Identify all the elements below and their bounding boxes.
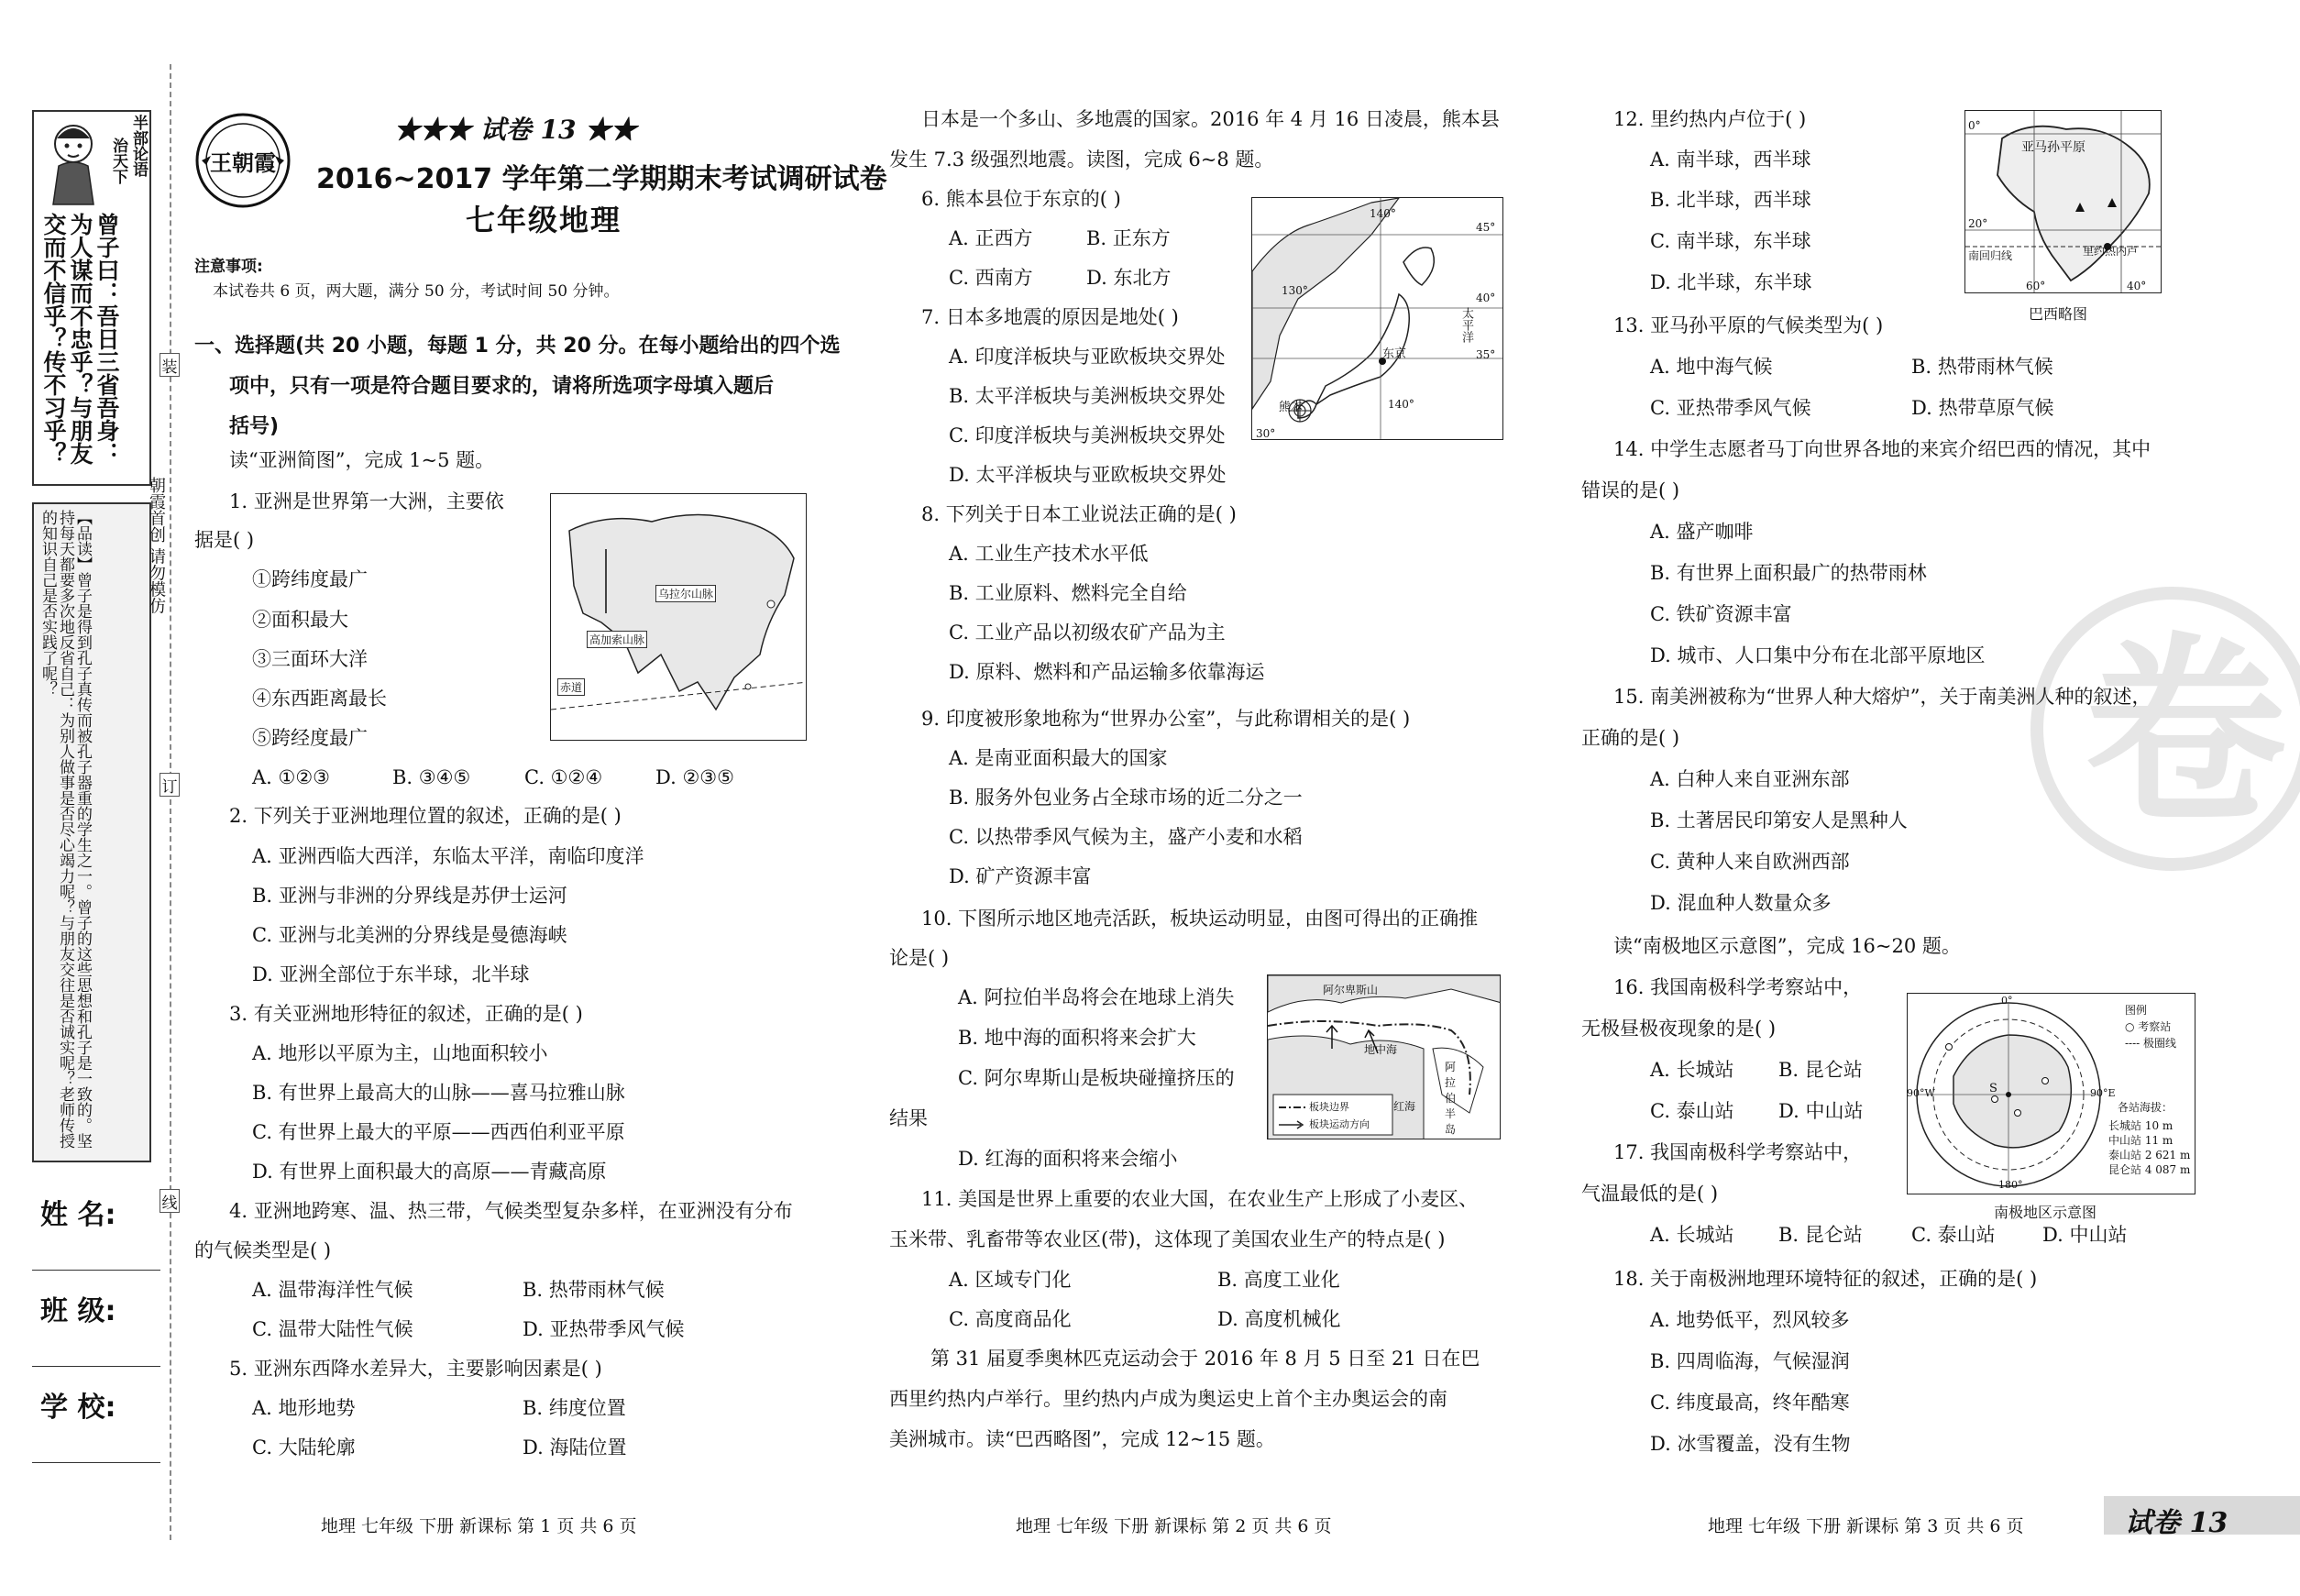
q4-option-c[interactable]: C. 温带大陆性气候	[252, 1318, 413, 1340]
q6-option-a[interactable]: A. 正西方	[949, 227, 1033, 249]
q7-option-a[interactable]: A. 印度洋板块与亚欧板块交界处	[949, 346, 1226, 368]
q9-option-d[interactable]: D. 矿产资源丰富	[949, 865, 1092, 887]
q13-option-d[interactable]: D. 热带草原气候	[1911, 397, 2054, 419]
antarctic-caption: 南极地区示意图	[1994, 1204, 2097, 1221]
q8-option-c[interactable]: C. 工业产品以初级农矿产品为主	[949, 622, 1226, 644]
q14-line2: 错误的是( )	[1581, 479, 1680, 501]
q5-option-b[interactable]: B. 纬度位置	[523, 1397, 626, 1419]
q18-option-a[interactable]: A. 地势低平，烈风较多	[1650, 1309, 1850, 1331]
q3-option-b[interactable]: B. 有世界上最高大的山脉——喜马拉雅山脉	[252, 1082, 625, 1104]
seal-char-2: 订	[160, 773, 180, 797]
antarctic-label-0: 0°	[2001, 995, 2013, 1007]
q15-option-b[interactable]: B. 土著居民印第安人是黑种人	[1650, 809, 1908, 831]
q8-option-d[interactable]: D. 原料、燃料和产品运输多依靠海运	[949, 661, 1265, 683]
q12: 12. 里约热内卢位于( )	[1613, 108, 1807, 130]
plate-legend-boundary: 板块边界	[1309, 1101, 1349, 1113]
q1-line2: 据是( )	[194, 529, 255, 551]
q18: 18. 关于南极洲地理环境特征的叙述，正确的是( )	[1613, 1268, 2038, 1290]
q5: 5. 亚洲东西降水差异大，主要影响因素是( )	[229, 1358, 602, 1380]
q16-option-a[interactable]: A. 长城站	[1650, 1059, 1734, 1081]
q11-option-c[interactable]: C. 高度商品化	[949, 1308, 1072, 1330]
antarctic-altitude-2: 中山站 11 m	[2108, 1134, 2173, 1147]
exam-subtitle: 七年级地理	[466, 203, 622, 237]
q1-option-b[interactable]: B. ③④⑤	[392, 766, 471, 788]
q16-line2: 无极昼极夜现象的是( )	[1581, 1018, 1777, 1040]
q17-option-a[interactable]: A. 长城站	[1650, 1224, 1734, 1246]
asia-label-equator: 赤道	[557, 678, 585, 696]
plate-legend-direction: 板块运动方向	[1309, 1118, 1370, 1130]
q2-option-d[interactable]: D. 亚洲全部位于东半球，北半球	[252, 963, 530, 985]
plate-label-alps: 阿尔卑斯山	[1323, 984, 1379, 996]
q4-option-d[interactable]: D. 亚热带季风气候	[523, 1318, 685, 1340]
q8-option-a[interactable]: A. 工业生产技术水平低	[949, 543, 1149, 565]
q13-option-b[interactable]: B. 热带雨林气候	[1911, 356, 2053, 378]
antarctic-altitude-title: 各站海拔：	[2118, 1101, 2173, 1114]
antarctic-altitude-1: 长城站 10 m	[2108, 1119, 2173, 1132]
q1-item-3: ③三面环大洋	[252, 648, 368, 670]
q7-option-d[interactable]: D. 太平洋板块与亚欧板块交界处	[949, 464, 1227, 486]
q16-option-b[interactable]: B. 昆仑站	[1778, 1059, 1863, 1081]
q5-option-d[interactable]: D. 海陆位置	[523, 1436, 627, 1458]
brazil-label-0: 0°	[1968, 119, 1981, 132]
q15-line1: 15. 南美洲被称为“世界人种大熔炉”，关于南美洲人种的叙述，	[1613, 686, 2151, 708]
q5-option-c[interactable]: C. 大陆轮廓	[252, 1436, 356, 1458]
antarctic-legend-title: 图例	[2125, 1004, 2148, 1017]
q12-option-c[interactable]: C. 南半球，东半球	[1650, 230, 1811, 252]
olympic-intro-line2: 西里约热内卢举行。里约热内卢成为奥运史上首个主办奥运会的南	[889, 1388, 1447, 1410]
q15-option-d[interactable]: D. 混血种人数量众多	[1650, 892, 1832, 914]
q15-line2: 正确的是( )	[1581, 727, 1680, 749]
q16-line1: 16. 我国南极科学考察站中，	[1613, 976, 1863, 998]
q3-option-a[interactable]: A. 地形以平原为主，山地面积较小	[252, 1042, 548, 1064]
q14-option-b[interactable]: B. 有世界上面积最广的热带雨林	[1650, 562, 1927, 584]
name-field[interactable]	[32, 1270, 160, 1271]
q15-option-c[interactable]: C. 黄种人来自欧洲西部	[1650, 851, 1850, 873]
antarctic-legend-circle: ---- 极圈线	[2125, 1037, 2177, 1050]
read-intro-asia: 读“亚洲简图”，完成 1~5 题。	[229, 449, 495, 471]
footer-page-2: 地理 七年级 下册 新课标 第 2 页 共 6 页	[1016, 1516, 1332, 1536]
q9: 9. 印度被形象地称为“世界办公室”，与此称谓相关的是( )	[921, 708, 1411, 730]
margin-note: 朝霞首创 请勿模仿	[147, 477, 166, 614]
brazil-label-40: 40°	[2127, 280, 2147, 292]
q10-line2: 论是( )	[889, 947, 950, 969]
brazil-label-60: 60°	[2026, 280, 2046, 292]
q17-option-b[interactable]: B. 昆仑站	[1778, 1224, 1863, 1246]
japan-lat-40: 40°	[1476, 292, 1496, 304]
q15-option-a[interactable]: A. 白种人来自亚洲东部	[1650, 768, 1850, 790]
antarctic-altitude-3: 泰山站 2 621 m	[2108, 1149, 2191, 1161]
sidebar-commentary: 【品读】曾子是得到孔子真传而被孔子器重的学生之一。曾子的这些思想和孔子是一致的。坚持每天都要多次地反省自己：为别人做事是否尽心竭力呢？与朋友交往是否诚实呢？老师传授的知识自己是否实践了呢？	[39, 510, 92, 1149]
q5-option-a[interactable]: A. 地形地势	[252, 1397, 356, 1419]
q10-option-b[interactable]: B. 地中海的面积将来会扩大	[958, 1027, 1196, 1049]
japan-label-tokyo: 东京	[1382, 347, 1407, 361]
q7: 7. 日本多地震的原因是地处( )	[921, 306, 1179, 328]
q12-option-d[interactable]: D. 北半球，东半球	[1650, 271, 1812, 293]
q1-option-c[interactable]: C. ①②④	[524, 766, 603, 788]
q4-line2: 的气候类型是( )	[194, 1239, 332, 1261]
q1-option-a[interactable]: A. ①②③	[252, 766, 330, 788]
q1-item-1: ①跨纬度最广	[252, 568, 368, 590]
q10-option-c[interactable]: C. 阿尔卑斯山是板块碰撞挤压的	[958, 1067, 1235, 1089]
sidebar-avatar	[37, 115, 112, 206]
logo-text: 王朝霞	[210, 149, 276, 176]
q11-line1: 11. 美国是世界上重要的农业大国，在农业生产上形成了小麦区、	[921, 1188, 1479, 1210]
q1-item-4: ④东西距离最长	[252, 688, 387, 710]
seal-char-1: 装	[160, 353, 180, 377]
japan-intro-line2: 发生 7.3 级强烈地震。读图，完成 6~8 题。	[889, 149, 1274, 171]
q9-option-b[interactable]: B. 服务外包业务占全球市场的近二分之一	[949, 787, 1303, 809]
notice-text: 本试卷共 6 页，两大题，满分 50 分，考试时间 50 分钟。	[213, 282, 620, 301]
antarctic-label-180: 180°	[1998, 1179, 2023, 1191]
watermark-seal	[2030, 587, 2300, 871]
asia-label-caucasus: 高加索山脉	[587, 631, 647, 648]
antarctic-label-90w: 90°W	[1907, 1087, 1935, 1099]
class-label: 班 级:	[40, 1295, 116, 1327]
q6: 6. 熊本县位于东京的( )	[921, 188, 1121, 210]
q4-option-b[interactable]: B. 热带雨林气候	[523, 1279, 665, 1301]
q2: 2. 下列关于亚洲地理位置的叙述，正确的是( )	[229, 805, 622, 827]
paper-number: ★★★ 试卷 13 ★★	[394, 115, 637, 145]
section-title-line2: 项中，只有一项是符合题目要求的，请将所选项字母填入题后	[229, 375, 775, 398]
q8-option-b[interactable]: B. 工业原料、燃料完全自给	[949, 582, 1187, 604]
antarctic-label-s: S	[1989, 1082, 1997, 1095]
q12-option-a[interactable]: A. 南半球，西半球	[1650, 149, 1811, 171]
section-title-line3: 括号)	[229, 415, 280, 438]
q17-option-d[interactable]: D. 中山站	[2042, 1224, 2128, 1246]
q9-option-c[interactable]: C. 以热带季风气候为主，盛产小麦和水稻	[949, 826, 1303, 848]
q17-option-c[interactable]: C. 泰山站	[1911, 1224, 1996, 1246]
q14-line1: 14. 中学生志愿者马丁向世界各地的来宾介绍巴西的情况，其中	[1613, 438, 2151, 460]
q18-option-d[interactable]: D. 冰雪覆盖，没有生物	[1650, 1433, 1851, 1455]
read-south-intro: 读“南极地区示意图”，完成 16~20 题。	[1613, 935, 1961, 957]
q4-line1: 4. 亚洲地跨寒、温、热三带，气候类型复杂多样，在亚洲没有分布	[229, 1200, 793, 1222]
q2-option-a[interactable]: A. 亚洲西临大西洋，东临太平洋，南临印度洋	[252, 845, 644, 867]
footer-page-1: 地理 七年级 下册 新课标 第 1 页 共 6 页	[321, 1516, 637, 1536]
q4-option-a[interactable]: A. 温带海洋性气候	[252, 1279, 413, 1301]
q6-option-b[interactable]: B. 正东方	[1086, 227, 1171, 249]
class-field[interactable]	[32, 1366, 160, 1367]
brazil-label-tropic: 南回归线	[1968, 249, 2013, 262]
q6-option-c[interactable]: C. 西南方	[949, 267, 1033, 289]
japan-lat-45: 45°	[1476, 221, 1496, 234]
q1-item-2: ②面积最大	[252, 609, 348, 631]
q1-line1: 1. 亚洲是世界第一大洲，主要依	[229, 490, 504, 512]
antarctic-legend-station: ○ 考察站	[2125, 1020, 2172, 1033]
q14-option-d[interactable]: D. 城市、人口集中分布在北部平原地区	[1650, 644, 1986, 666]
q16-option-c[interactable]: C. 泰山站	[1650, 1100, 1734, 1122]
q1-option-d[interactable]: D. ②③⑤	[655, 766, 734, 788]
q18-option-b[interactable]: B. 四周临海，气候湿润	[1650, 1350, 1850, 1372]
q10-tail: 结果	[889, 1107, 928, 1129]
brazil-label-amazon: 亚马孙平原	[2021, 140, 2085, 155]
name-label: 姓 名:	[40, 1199, 116, 1231]
q8: 8. 下列关于日本工业说法正确的是( )	[921, 503, 1237, 525]
japan-lon-140-top: 140°	[1370, 207, 1396, 220]
q3-option-c[interactable]: C. 有世界上最大的平原——西西伯利亚平原	[252, 1121, 625, 1143]
japan-lat-35: 35°	[1476, 348, 1496, 361]
q11-option-a[interactable]: A. 区域专门化	[949, 1269, 1072, 1291]
q10-option-a[interactable]: A. 阿拉伯半岛将会在地球上消失	[958, 986, 1235, 1008]
q11-line2: 玉米带、乳畜带等农业区(带)，这体现了美国农业生产的特点是( )	[889, 1228, 1446, 1250]
q13-option-a[interactable]: A. 地中海气候	[1650, 356, 1773, 378]
seal-char-3: 线	[160, 1189, 180, 1213]
q14-option-c[interactable]: C. 铁矿资源丰富	[1650, 603, 1792, 625]
brazil-label-rio: 里约热内卢	[2083, 245, 2139, 258]
plate-label-arabia: 阿拉伯半岛	[1445, 1061, 1457, 1136]
japan-label-pacific: 太平洋	[1459, 307, 1473, 343]
sidebar-quote: 曾子曰：吾日三省吾身：为人谋而不忠乎？与朋友交而不信乎？传不习乎？	[40, 213, 120, 465]
q11-option-d[interactable]: D. 高度机械化	[1217, 1308, 1341, 1330]
q11-option-b[interactable]: B. 高度工业化	[1217, 1269, 1340, 1291]
q3-option-d[interactable]: D. 有世界上面积最大的高原——青藏高原	[252, 1161, 607, 1183]
japan-label-kumamoto: 熊本	[1279, 401, 1304, 414]
q7-option-b[interactable]: B. 太平洋板块与美洲板块交界处	[949, 385, 1226, 407]
q1-item-5: ⑤跨经度最广	[252, 727, 368, 749]
q17-line1: 17. 我国南极科学考察站中，	[1613, 1141, 1863, 1163]
watermark-char: 卷	[2084, 615, 2286, 850]
q9-option-a[interactable]: A. 是南亚面积最大的国家	[949, 747, 1168, 769]
japan-lon-130: 130°	[1282, 284, 1308, 297]
asia-map	[550, 493, 807, 741]
antarctic-label-90e: 90°E	[2090, 1087, 2116, 1099]
q2-option-b[interactable]: B. 亚洲与非洲的分界线是苏伊士运河	[252, 885, 567, 907]
japan-lon-140-bottom: 140°	[1388, 398, 1414, 411]
q12-option-b[interactable]: B. 北半球，西半球	[1650, 189, 1811, 211]
q3: 3. 有关亚洲地形特征的叙述，正确的是( )	[229, 1003, 583, 1025]
q17-line2: 气温最低的是( )	[1581, 1183, 1719, 1205]
antarctic-altitude-4: 昆仑站 4 087 m	[2108, 1163, 2191, 1176]
plate-label-mediterranean: 地中海	[1364, 1043, 1398, 1056]
q10-option-d[interactable]: D. 红海的面积将来会缩小	[958, 1148, 1178, 1170]
q6-option-d[interactable]: D. 东北方	[1086, 267, 1172, 289]
olympic-intro-line1: 第 31 届夏季奥林匹克运动会于 2016 年 8 月 5 日至 21 日在巴	[930, 1348, 1480, 1370]
plate-map	[1267, 974, 1501, 1139]
paper-tag: 试卷 13	[2125, 1507, 2228, 1539]
section-title-line1: 一、选择题(共 20 小题，每题 1 分，共 20 分。在每小题给出的四个选	[194, 335, 841, 358]
school-label: 学 校:	[40, 1392, 116, 1424]
notice-title: 注意事项:	[194, 258, 263, 276]
q18-option-c[interactable]: C. 纬度最高，终年酷寒	[1650, 1392, 1850, 1414]
binding-line	[170, 64, 171, 1540]
school-field[interactable]	[32, 1462, 160, 1463]
plate-label-red-sea: 红海	[1393, 1100, 1416, 1113]
footer-page-3: 地理 七年级 下册 新课标 第 3 页 共 6 页	[1708, 1516, 2024, 1536]
q2-option-c[interactable]: C. 亚洲与北美洲的分界线是曼德海峡	[252, 924, 567, 946]
exam-title: 2016~2017 学年第二学期期末考试调研试卷	[316, 163, 887, 195]
brazil-caption: 巴西略图	[2029, 305, 2088, 323]
motto-small-2: 治天下	[109, 138, 127, 184]
q16-option-d[interactable]: D. 中山站	[1778, 1100, 1864, 1122]
q13-option-c[interactable]: C. 亚热带季风气候	[1650, 397, 1811, 419]
q7-option-c[interactable]: C. 印度洋板块与美洲板块交界处	[949, 424, 1226, 446]
q14-option-a[interactable]: A. 盛产咖啡	[1650, 521, 1754, 543]
japan-intro-line1: 日本是一个多山、多地震的国家。2016 年 4 月 16 日凌晨，熊本县	[921, 108, 1500, 130]
olympic-intro-line3: 美洲城市。读“巴西略图”，完成 12~15 题。	[889, 1428, 1275, 1450]
q13: 13. 亚马孙平原的气候类型为( )	[1613, 314, 1884, 336]
brazil-label-20: 20°	[1968, 217, 1988, 230]
asia-label-ural: 乌拉尔山脉	[655, 585, 716, 602]
paper-number-text: 试卷 13	[479, 115, 577, 145]
japan-lat-30: 30°	[1256, 427, 1276, 440]
q10-line1: 10. 下图所示地区地壳活跃，板块运动明显，由图可得出的正确推	[921, 908, 1479, 930]
motto-small-1: 半部论语	[129, 115, 148, 177]
